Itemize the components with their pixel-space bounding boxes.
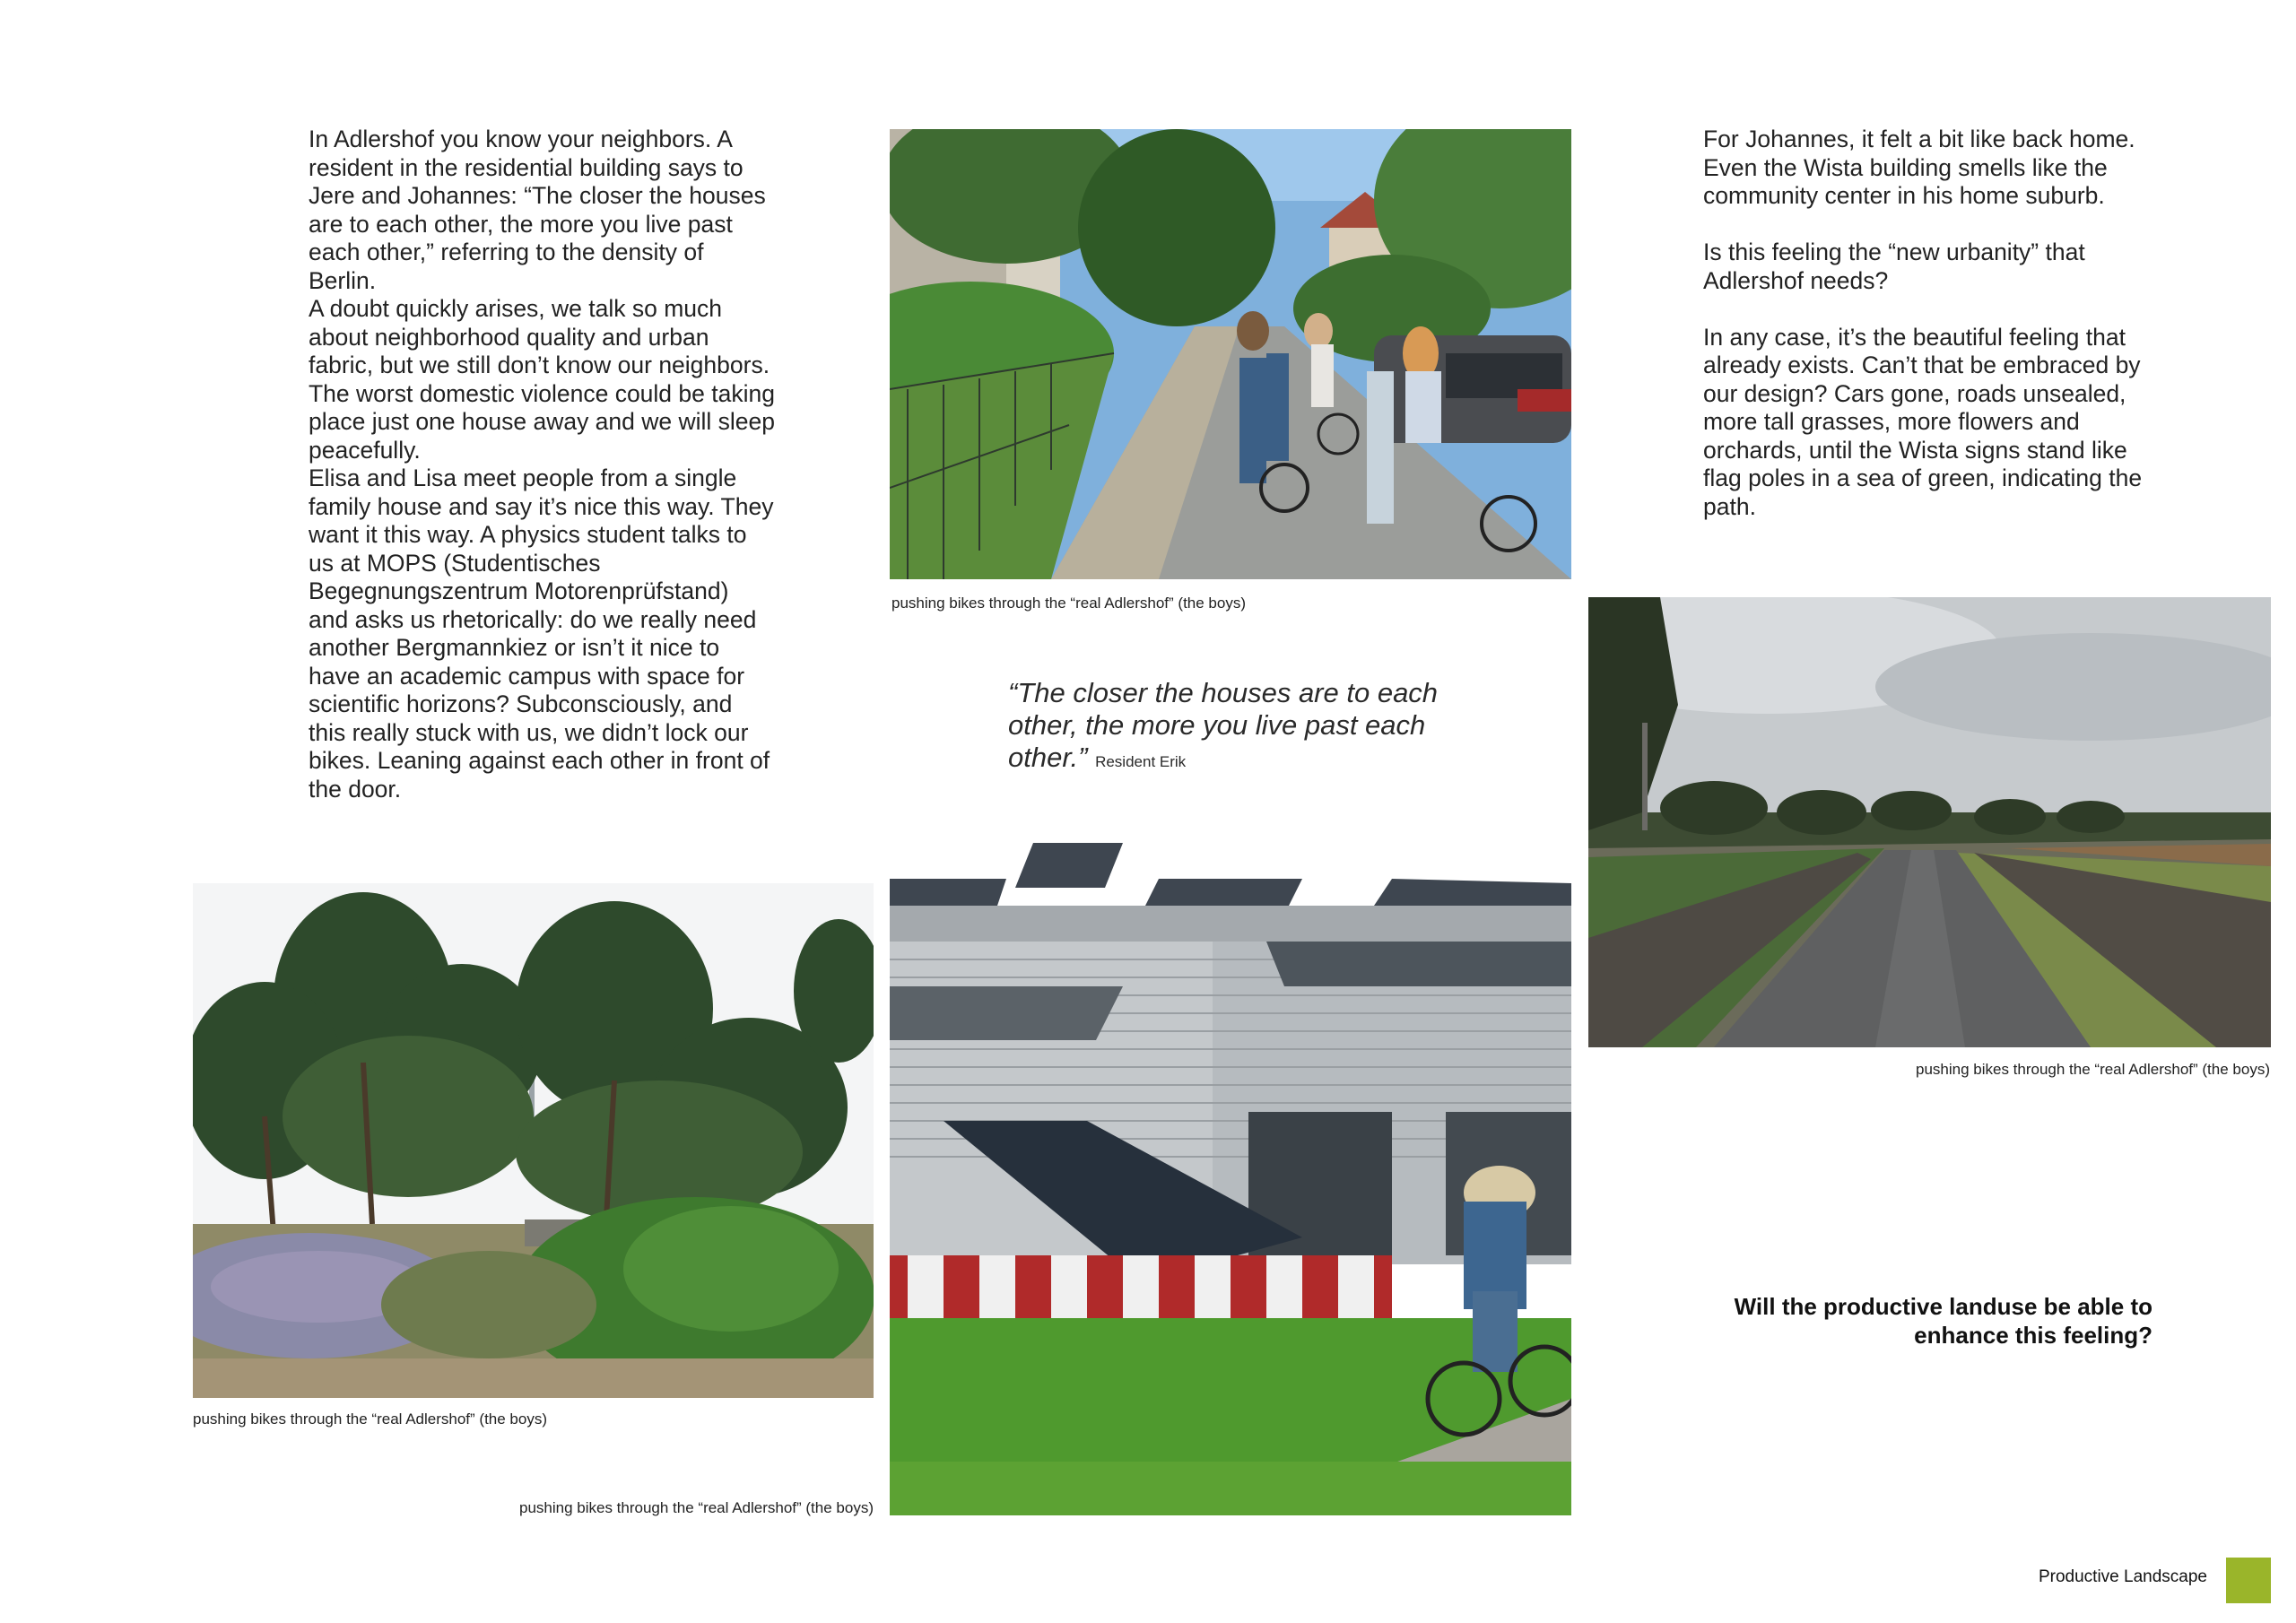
resident-quote [1008,677,1474,778]
walled-path-photo [1588,597,2271,1047]
section-color-square [2226,1558,2271,1603]
right-paragraph-1: For Johannes, it felt a bit like back home. Even the Wista building smells like the community center in his home suburb. [1703,126,2135,209]
question-line-1: Will the productive landuse be able to [1734,1293,2152,1320]
right-paragraph-2: Is this feeling the “new urbanity” that Adlershof needs? [1703,239,2085,294]
closing-question [1668,1292,2152,1350]
section-label: Productive Landscape [2038,1567,2207,1586]
quote-text: “The closer the houses are to each other, the more you live past each other.” [1008,677,1439,773]
left-text-column [309,126,775,803]
left-paragraph-1: In Adlershof you know your neighbors. A resident in the residential building says to Jere and Johannes: “The closer the houses are to each other, the more you live past each other,” referring to the density of Berlin. [309,126,766,294]
street-bikes-photo [890,129,1571,579]
question-line-2: enhance this feeling? [1914,1322,2152,1349]
left-paragraph-2: A doubt quickly arises, we talk so much about neighborhood quality and urban fabric, but we still don’t know our neighbors. The worst domestic violence could be taking place just one house away and we will sleep peacefully. [309,295,776,464]
pines-photo-caption: pushing bikes through the “real Adlershof” (the boys) [193,1410,548,1428]
quote-attribution: Resident Erik [1095,753,1187,770]
path-photo-caption: pushing bikes through the “real Adlershof” (the boys) [1915,1061,2270,1078]
right-paragraph-3: In any case, it’s the beautiful feeling that already exists. Can’t that be embraced by our design? Cars gone, roads unsealed, more tall grasses, more flowers and orchards, until the Wista signs stand like flag poles in a sea of green, indicating the path. [1703,323,2143,520]
street-photo-caption: pushing bikes through the “real Adlershof” (the boys) [891,595,1247,612]
building-photo-caption: pushing bikes through the “real Adlershof” (the boys) [518,1499,874,1516]
left-paragraph-3: Elisa and Lisa meet people from a single family house and say it’s nice this way. They want it this way. A physics student talks to us at MOPS (Studentisches Begegnungszentrum Motorenprüfstand) and asks us rhetorically: do we really need another Bergmannkiez or isn’t it nice to have an academic campus with space for scientific horizons? Subconsciously, and this really stuck with us, we didn’t lock our bikes. Leaning against each other in front of the door. [309,464,774,803]
right-text-column [1703,126,2170,521]
solar-building-photo [890,843,1571,1515]
pine-trees-photo [193,883,874,1398]
